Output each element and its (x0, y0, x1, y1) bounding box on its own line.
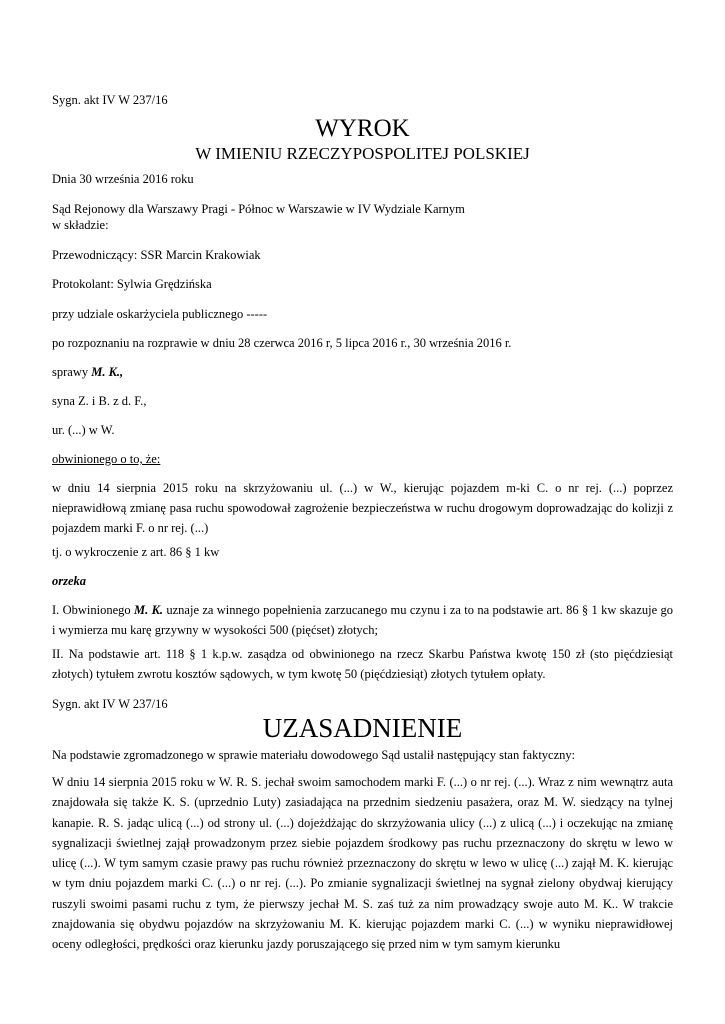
offence-article: tj. o wykroczenie z art. 86 § 1 kw (52, 545, 220, 559)
judgment-subtitle: W IMIENIU RZECZYPOSPOLITEJ POLSKIEJ (195, 144, 530, 163)
facts-paragraph: W dniu 14 sierpnia 2015 roku w W. R. S. jechał swoim samochodem marki F. (...) o nr rej. (...). Wraz z nim wewnątrz auta znajdowała się także K. S. (uprzednio Luty) zasiadająca na przednim siedzeniu pasażera, oraz M. W. siedzący na tylnej kanapie. R. S. jadąc ulicą (...) od strony ul. (...) dojeżdżając do skrzyżowania ulicy (...) z ulicą (...) i oczekując na zmianę sygnalizacji świetlnej zajął prowadzonym przez siebie pojazdem środkowy pas ruchu przeznaczony do skrętu w lewo w ulicę (...). W tym samym czasie prawy pas ruchu również przeznaczony do skrętu w lewo w ulicę (...) zajął M. K. kierując w tym dniu pojazdem marki C. (...) o nr rej. (...). Po zmianie sygnalizacji świetlnej na sygnał zielony obydwaj kierujący ruszyli swoimi pasami ruchu z tym, że pierwszy jechał M. S. zaś tuż za nim prowadzący swoje auto M. K.. W trakcie znajdowania się obydwu pojazdów na skrzyżowaniu M. K. kierując pojazdem marki C. (...) w wyniku nieprawidłowej oceny odległości, prędkości oraz kierunku jazdy poruszającego się przed nim w tym samym kierunku (52, 775, 673, 952)
court-recorder: Protokolant: Sylwia Grędzińska (52, 277, 212, 291)
justification-title: UZASADNIENIE (262, 713, 463, 743)
case-signature-top: Sygn. akt IV W 237/16 (52, 93, 168, 107)
accused-name: M. K., (91, 365, 124, 379)
justification-intro: Na podstawie zgromadzonego w sprawie materiału dowodowego Sąd ustalił następujący stan faktyczny: (52, 748, 576, 762)
court-composition: w składzie: (52, 218, 109, 232)
public-prosecutor: przy udziale oskarżyciela publicznego ----- (52, 307, 268, 321)
accused-birth: ur. (...) w W. (52, 423, 115, 437)
hearing-dates: po rozpoznaniu na rozprawie w dniu 28 czerwca 2016 r, 5 lipca 2016 r., 30 września 2016 r. (52, 336, 512, 350)
point1-text: uznaje za winnego popełnienia zarzucanego mu czynu i za to na podstawie art. 86 § 1 kw skazuje go i wymierza mu karę grzywny w wysokości 500 (pięćset) złotych; (52, 603, 674, 637)
case-signature-mid: Sygn. akt IV W 237/16 (52, 697, 168, 711)
point1-prefix: I. Obwinionego (52, 603, 134, 617)
case-prefix: sprawy (52, 365, 92, 379)
verdict-heading: orzeka (52, 574, 87, 588)
charge-description: w dniu 14 sierpnia 2015 roku na skrzyżowaniu ul. (...) w W., kierując pojazdem m-ki C. o nr rej. (...) poprzez nieprawidłową zmianę pasa ruchu spowodował zagrożenie bezpieczeństwa w ruchu drogowym doprowadzając do kolizji z pojazdem marki F. o nr rej. (...) (52, 481, 673, 535)
case-of-line (52, 362, 123, 382)
point1-accused-name: M. K. (134, 603, 164, 617)
verdict-point-2: II. Na podstawie art. 118 § 1 k.p.w. zasądza od obwinionego na rzecz Skarbu Państwa kwotę 150 zł (sto pięćdziesiąt złotych) tytułem zwrotu kosztów sądowych, w tym kwotę 50 (pięćdziesiąt) złotych tytułem opłaty. (52, 647, 673, 681)
charges-heading: obwinionego o to, że: (52, 452, 161, 466)
court-name: Sąd Rejonowy dla Warszawy Pragi - Północ w Warszawie w IV Wydziale Karnym (52, 202, 465, 216)
verdict-point-1 (52, 600, 673, 640)
presiding-judge: Przewodniczący: SSR Marcin Krakowiak (52, 248, 261, 262)
judgment-title: WYROK (315, 115, 410, 142)
accused-parents: syna Z. i B. z d. F., (52, 394, 147, 408)
judgment-date: Dnia 30 września 2016 roku (52, 172, 194, 186)
